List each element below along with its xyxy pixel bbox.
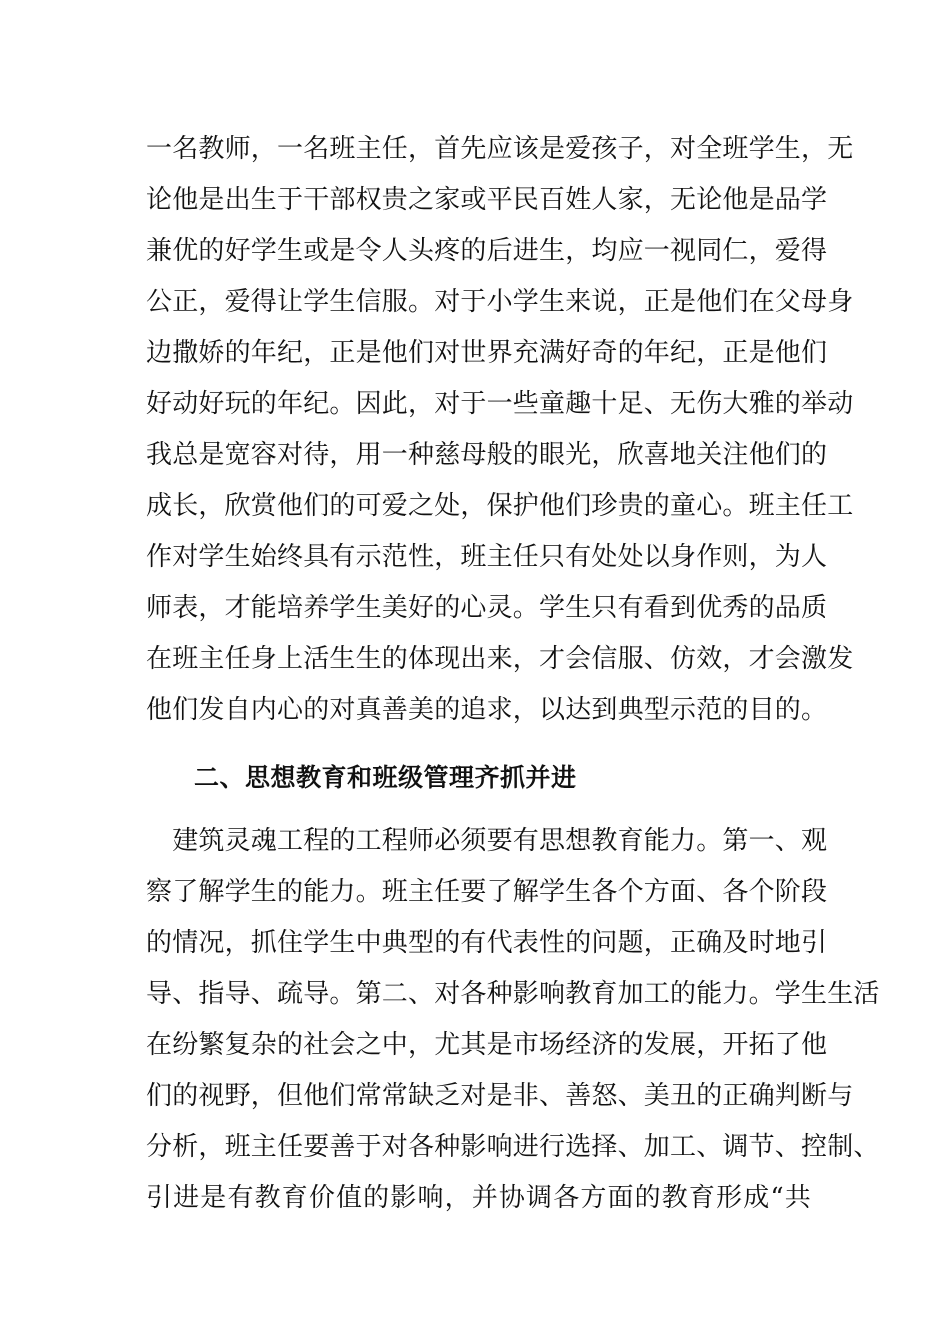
paragraph-line: 我总是宽容对待，用一种慈母般的眼光，欣喜地关注他们的	[146, 440, 828, 470]
body-paragraph-1	[146, 124, 854, 736]
paragraph-line: 一名教师，一名班主任，首先应该是爱孩子，对全班学生，无	[146, 134, 854, 164]
paragraph-line: 作对学生始终具有示范性，班主任只有处处以身作则，为人	[146, 542, 828, 572]
paragraph-line: 成长，欣赏他们的可爱之处，保护他们珍贵的童心。班主任工	[146, 491, 854, 521]
paragraph-line: 们的视野，但他们常常缺乏对是非、善怒、美丑的正确判断与	[146, 1081, 854, 1111]
paragraph-line: 兼优的好学生或是令人头疼的后进生，均应一视同仁，爱得	[146, 236, 828, 266]
paragraph-line: 边撒娇的年纪，正是他们对世界充满好奇的年纪，正是他们	[146, 338, 828, 368]
paragraph-line: 在纷繁复杂的社会之中，尤其是市场经济的发展，开拓了他	[146, 1030, 828, 1060]
paragraph-line: 建筑灵魂工程的工程师必须要有思想教育能力。第一、观	[146, 826, 828, 856]
paragraph-line: 在班主任身上活生生的体现出来，才会信服、仿效，才会激发	[146, 644, 854, 674]
paragraph-line: 师表，才能培养学生美好的心灵。学生只有看到优秀的品质	[146, 593, 828, 623]
paragraph-line: 察了解学生的能力。班主任要了解学生各个方面、各个阶段	[146, 877, 828, 907]
paragraph-line: 的情况，抓住学生中典型的有代表性的问题，正确及时地引	[146, 928, 828, 958]
paragraph-line: 公正，爱得让学生信服。对于小学生来说，正是他们在父母身	[146, 287, 854, 317]
paragraph-line: 引进是有教育价值的影响，并协调各方面的教育形成“共	[146, 1183, 811, 1213]
section-heading: 二、思想教育和班级管理齐抓并进	[194, 763, 577, 792]
paragraph-line: 他们发自内心的对真善美的追求，以达到典型示范的目的。	[146, 695, 828, 725]
paragraph-line: 好动好玩的年纪。因此，对于一些童趣十足、无伤大雅的举动	[146, 389, 854, 419]
paragraph-line: 导、指导、疏导。第二、对各种影响教育加工的能力。学生生活	[146, 979, 880, 1009]
body-paragraph-2	[146, 816, 880, 1224]
paragraph-line: 论他是出生于干部权贵之家或平民百姓人家，无论他是品学	[146, 185, 828, 215]
paragraph-line: 分析，班主任要善于对各种影响进行选择、加工、调节、控制、	[146, 1132, 880, 1162]
